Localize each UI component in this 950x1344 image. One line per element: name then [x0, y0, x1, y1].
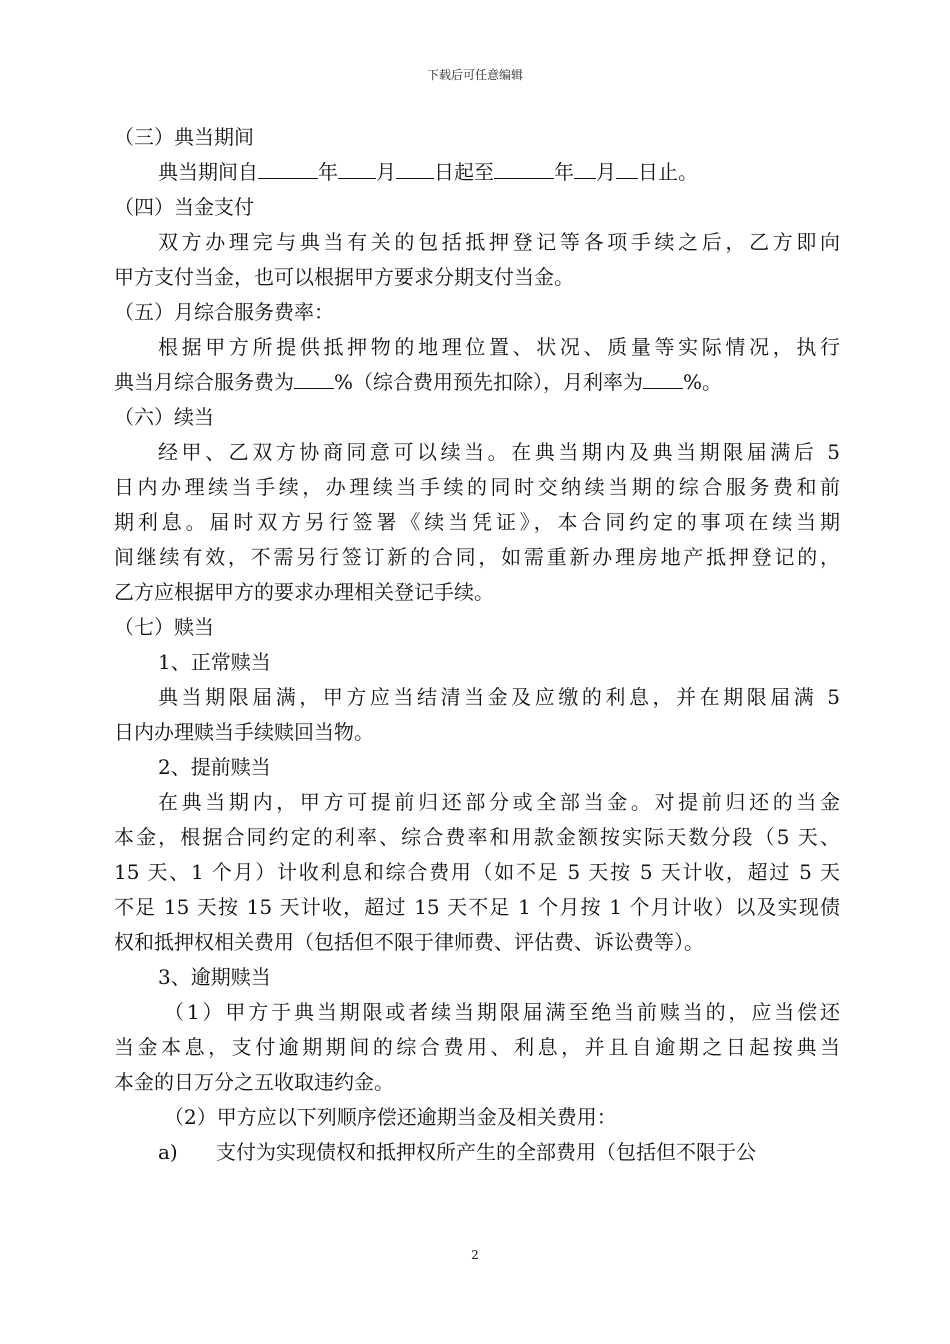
document-body: [114, 120, 840, 1170]
section-title-4: （四）当金支付: [114, 195, 254, 219]
section-title-6: （六）续当: [114, 405, 214, 429]
page-header: 下载后可任意编辑: [426, 68, 523, 82]
list-item-label: a): [158, 1140, 178, 1164]
paragraph-line: 期利息。届时双方另行签署《续当凭证》，本合同约定的事项在续当期: [114, 510, 840, 534]
blank-end-day[interactable]: [616, 156, 638, 179]
section-title-7: （七）赎当: [114, 615, 214, 639]
page-number: 2: [471, 1248, 479, 1262]
paragraph-line: 甲方支付当金，也可以根据甲方要求分期支付当金。: [114, 265, 574, 289]
paragraph-line: 乙方应根据甲方的要求办理相关登记手续。: [114, 580, 494, 604]
fee-rate-line: [114, 365, 840, 400]
paragraph-line: 日内办理续当手续，办理续当手续的同时交纳续当期的综合服务费和前: [114, 475, 840, 499]
paragraph-line: 在典当期内，甲方可提前归还部分或全部当金。对提前归还的当金: [158, 790, 840, 814]
text-fragment: 月: [596, 160, 616, 184]
paragraph-line: 日内办理赎当手续赎回当物。: [114, 720, 374, 744]
paragraph-line: （1）甲方于典当期限或者续当期限届满至绝当前赎当的，应当偿还: [164, 1000, 840, 1024]
list-item-text: 支付为实现债权和抵押权所产生的全部费用（包括但不限于公: [216, 1140, 756, 1164]
text-fragment: 年: [554, 160, 574, 184]
subsection-title: 3、逾期赎当: [158, 965, 271, 989]
subsection-title: 1、正常赎当: [158, 650, 271, 674]
paragraph-line: 本金的日万分之五收取违约金。: [114, 1070, 394, 1094]
blank-monthly-interest-rate[interactable]: [643, 366, 683, 389]
section-title-3: （三）典当期间: [114, 125, 254, 149]
blank-start-year[interactable]: [258, 156, 318, 179]
text-fragment: 典当月综合服务费为: [114, 370, 294, 394]
text-fragment: 日起至: [434, 160, 494, 184]
subsection-title: 2、提前赎当: [158, 755, 271, 779]
text-fragment: %。: [683, 370, 723, 394]
paragraph-line: （2）甲方应以下列顺序偿还逾期当金及相关费用：: [164, 1105, 617, 1129]
paragraph-line: 权和抵押权相关费用（包括但不限于律师费、评估费、诉讼费等）。: [114, 930, 704, 954]
paragraph-line: 双方办理完与典当有关的包括抵押登记等各项手续之后，乙方即向: [158, 230, 840, 254]
section-title-5: （五）月综合服务费率：: [114, 300, 334, 324]
list-item-a: [114, 1135, 840, 1170]
paragraph-line: 经甲、乙双方协商同意可以续当。在典当期内及典当期限届满后 5: [158, 440, 840, 464]
pawn-period-line: [114, 155, 840, 190]
text-fragment: 典当期间自: [158, 160, 258, 184]
blank-start-month[interactable]: [338, 156, 376, 179]
text-fragment: 年: [318, 160, 338, 184]
paragraph-line: 本金，根据合同约定的利率、综合费率和用款金额按实际天数分段（5 天、: [114, 825, 840, 849]
paragraph-line: 不足 15 天按 15 天计收，超过 15 天不足 1 个月按 1 个月计收）以及实现债: [114, 895, 840, 919]
text-fragment: 月: [376, 160, 396, 184]
blank-end-month[interactable]: [574, 156, 596, 179]
paragraph-line: 间继续有效，不需另行签订新的合同，如需重新办理房地产抵押登记的，: [114, 545, 840, 569]
text-fragment: %（综合费用预先扣除），月利率为: [334, 370, 644, 394]
blank-service-fee-rate[interactable]: [294, 366, 334, 389]
paragraph-line: 当金本息，支付逾期期间的综合费用、利息，并且自逾期之日起按典当: [114, 1035, 840, 1059]
paragraph-line: 根据甲方所提供抵押物的地理位置、状况、质量等实际情况，执行: [158, 335, 840, 359]
text-fragment: 日止。: [638, 160, 698, 184]
paragraph-line: 15 天、1 个月）计收利息和综合费用（如不足 5 天按 5 天计收，超过 5 天: [114, 860, 840, 884]
blank-end-year[interactable]: [494, 156, 554, 179]
paragraph-line: 典当期限届满，甲方应当结清当金及应缴的利息，并在期限届满 5: [158, 685, 840, 709]
blank-start-day[interactable]: [396, 156, 434, 179]
